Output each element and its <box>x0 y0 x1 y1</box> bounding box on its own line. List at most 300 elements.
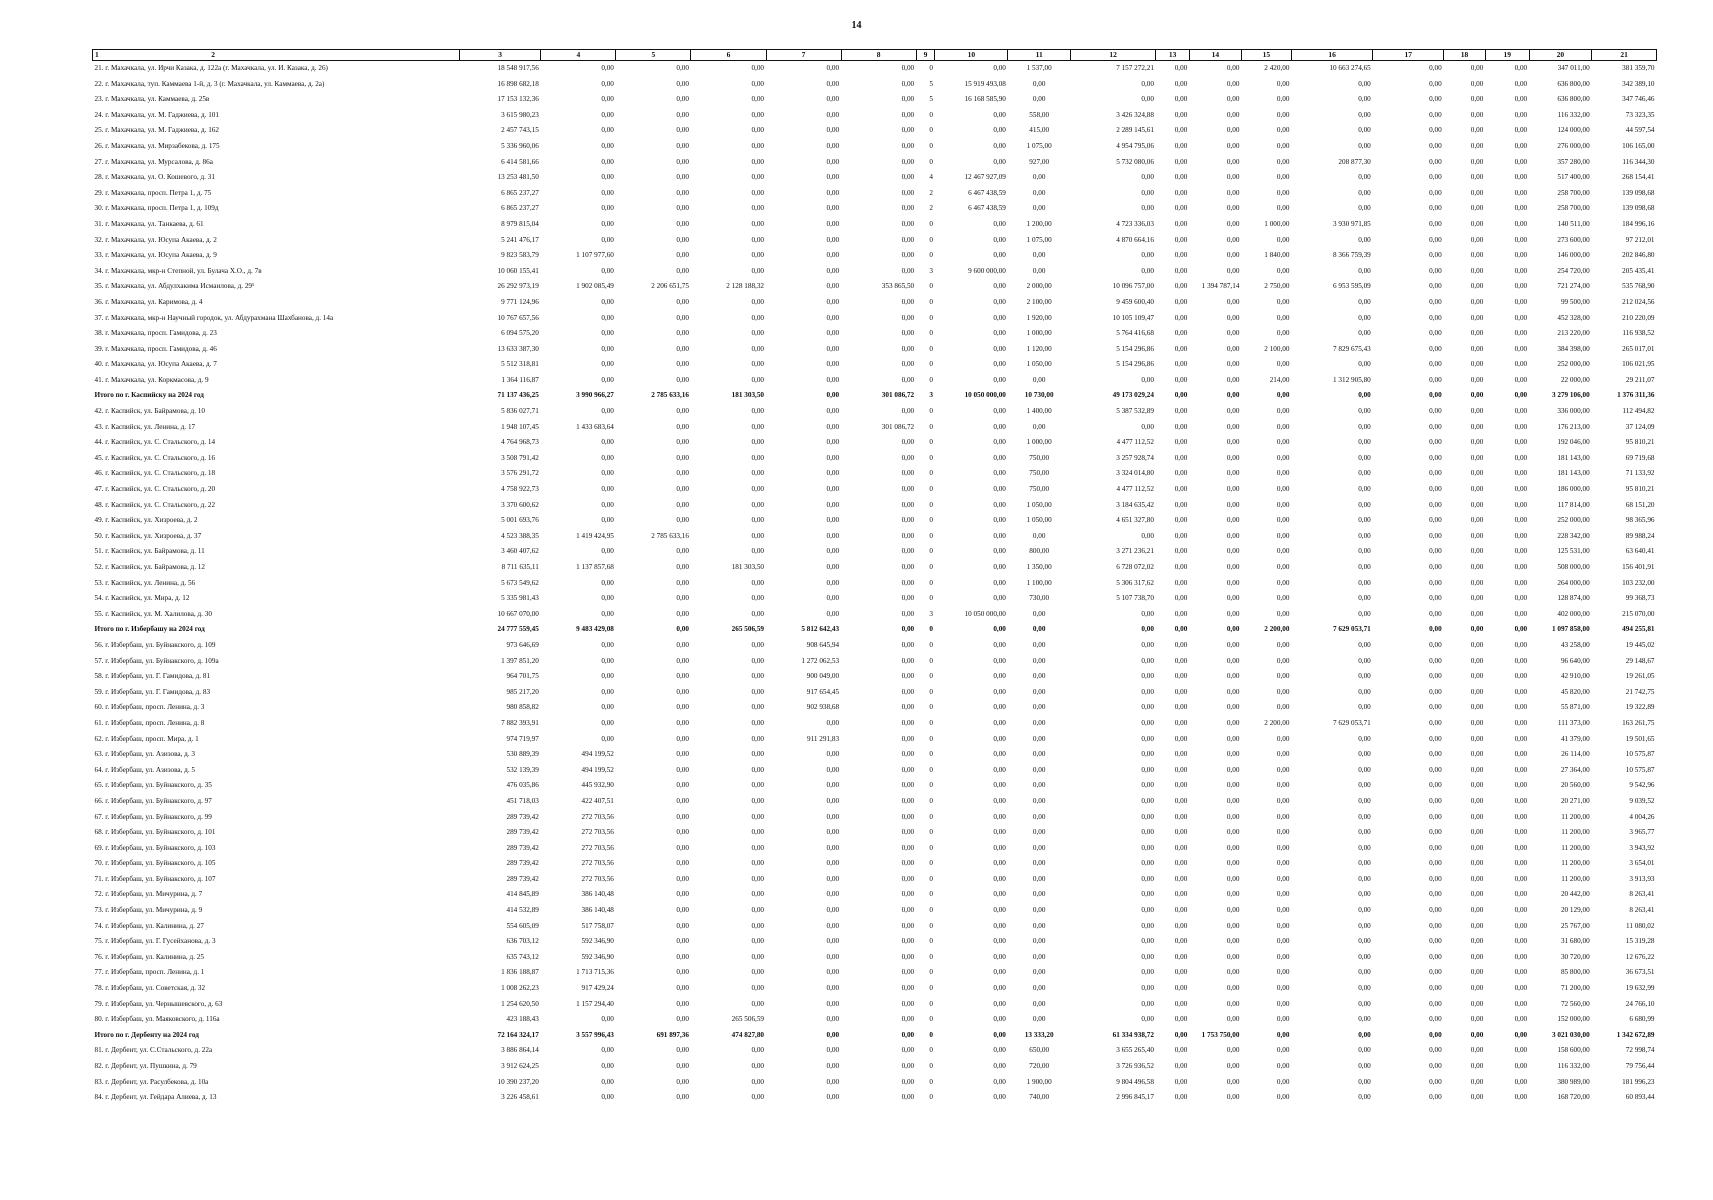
address-cell: 35. г. Махачкала, ул. Абдулхакима Исмаилова, д. 29¹ <box>94 282 255 291</box>
table-row <box>93 607 1657 623</box>
value-cell-col-11: 0,00 <box>1032 999 1046 1008</box>
table-row <box>93 451 1657 467</box>
value-cell-col-12: 0,00 <box>1141 968 1154 977</box>
value-cell-col-14: 0,00 <box>1226 594 1240 603</box>
value-cell-col-11: 0,00 <box>1032 687 1046 696</box>
value-cell-col-14: 0,00 <box>1226 1015 1240 1024</box>
value-cell-col-13: 0,00 <box>1174 594 1188 603</box>
value-cell-col-20: 71 200,00 <box>1560 984 1590 993</box>
value-cell-col-17: 0,00 <box>1429 313 1442 322</box>
value-cell-col-15: 2 750,00 <box>1264 282 1290 291</box>
value-cell-col-7: 0,00 <box>826 859 840 868</box>
value-cell-col-11: 800,00 <box>1029 547 1050 556</box>
column-number-5: 5 <box>616 50 691 61</box>
value-cell-col-3: 3 370 600,62 <box>501 500 539 509</box>
value-cell-col-17: 0,00 <box>1429 952 1442 961</box>
value-cell-col-11: 0,00 <box>1032 843 1046 852</box>
value-cell-col-3: 10 060 155,41 <box>497 266 539 275</box>
value-cell-col-17: 0,00 <box>1429 1046 1442 1055</box>
value-cell-col-20: 168 720,00 <box>1557 1093 1590 1102</box>
value-cell-col-4: 0,00 <box>601 204 614 213</box>
address-cell: 40. г. Махачкала, ул. Юсупа Акаева, д. 7 <box>94 360 217 369</box>
value-cell-col-7: 5 812 642,43 <box>801 625 840 634</box>
value-cell-col-7: 0,00 <box>826 765 840 774</box>
value-cell-col-17: 0,00 <box>1429 282 1442 291</box>
value-cell-col-20: 125 531,00 <box>1557 547 1590 556</box>
value-cell-col-4: 0,00 <box>601 672 614 681</box>
value-cell-col-18: 0,00 <box>1470 890 1484 899</box>
value-cell-col-20: 140 511,00 <box>1557 219 1590 228</box>
value-cell-col-12: 5 732 080,06 <box>1116 157 1154 166</box>
value-cell-col-15: 0,00 <box>1276 937 1290 946</box>
value-cell-col-9: 2 <box>929 204 933 213</box>
value-cell-col-17: 0,00 <box>1429 765 1442 774</box>
value-cell-col-4: 0,00 <box>601 344 614 353</box>
value-cell-col-17: 0,00 <box>1429 453 1442 462</box>
value-cell-col-14: 0,00 <box>1226 952 1240 961</box>
table-row <box>93 357 1657 373</box>
value-cell-col-11: 415,00 <box>1029 126 1050 135</box>
table-body <box>93 61 1657 1106</box>
value-cell-col-21: 95 810,21 <box>1625 485 1655 494</box>
value-cell-col-11: 1 920,00 <box>1026 313 1052 322</box>
value-cell-col-9: 0 <box>929 407 933 416</box>
value-cell-col-5: 0,00 <box>676 937 689 946</box>
value-cell-col-19: 0,00 <box>1514 812 1528 821</box>
value-cell-col-4: 0,00 <box>601 656 614 665</box>
value-cell-col-20: 181 143,00 <box>1557 453 1590 462</box>
value-cell-col-15: 0,00 <box>1276 859 1290 868</box>
value-cell-col-6: 0,00 <box>751 1062 765 1070</box>
value-cell-col-10: 0,00 <box>993 282 1006 291</box>
value-cell-col-6: 0,00 <box>751 656 765 665</box>
value-cell-col-7: 0,00 <box>826 64 840 72</box>
value-cell-col-7: 0,00 <box>826 141 840 150</box>
value-cell-col-5: 0,00 <box>676 266 689 275</box>
value-cell-col-9: 0 <box>929 126 933 135</box>
value-cell-col-13: 0,00 <box>1174 625 1188 634</box>
value-cell-col-7: 0,00 <box>826 375 840 384</box>
value-cell-col-9: 0 <box>929 594 933 603</box>
value-cell-col-9: 0 <box>929 1046 933 1055</box>
value-cell-col-17: 0,00 <box>1429 1093 1442 1102</box>
value-cell-col-10: 0,00 <box>993 1077 1006 1086</box>
value-cell-col-8: 0,00 <box>901 547 915 556</box>
value-cell-col-16: 0,00 <box>1358 141 1371 150</box>
value-cell-col-9: 0 <box>929 64 933 72</box>
value-cell-col-13: 0,00 <box>1174 485 1188 494</box>
value-cell-col-11: 1 100,00 <box>1026 578 1052 587</box>
value-cell-col-7: 0,00 <box>826 313 840 322</box>
value-cell-col-21: 342 389,10 <box>1622 79 1655 88</box>
value-cell-col-6: 265 506,59 <box>731 1015 765 1024</box>
value-cell-col-5: 0,00 <box>676 828 689 837</box>
table-row <box>93 311 1657 327</box>
value-cell-col-13: 0,00 <box>1174 422 1188 431</box>
value-cell-col-16: 0,00 <box>1358 859 1371 868</box>
value-cell-col-15: 0,00 <box>1276 843 1290 852</box>
value-cell-col-9: 0 <box>929 765 933 774</box>
value-cell-col-14: 0,00 <box>1226 640 1240 649</box>
value-cell-col-16: 0,00 <box>1358 1046 1371 1055</box>
value-cell-col-20: 721 274,00 <box>1557 282 1590 291</box>
value-cell-col-6: 0,00 <box>751 703 765 712</box>
value-cell-col-21: 10 575,87 <box>1625 750 1655 759</box>
value-cell-col-20: 152 000,00 <box>1557 1015 1590 1024</box>
value-cell-col-19: 0,00 <box>1514 344 1528 353</box>
value-cell-col-11: 0,00 <box>1032 251 1046 260</box>
value-cell-col-7: 0,00 <box>826 563 840 571</box>
value-cell-col-9: 0 <box>929 687 933 696</box>
value-cell-col-14: 0,00 <box>1226 500 1240 509</box>
value-cell-col-10: 0,00 <box>993 563 1006 571</box>
value-cell-col-15: 0,00 <box>1276 500 1290 509</box>
value-cell-col-16: 0,00 <box>1358 609 1371 618</box>
value-cell-col-9: 0 <box>929 531 933 540</box>
value-cell-col-6: 0,00 <box>751 906 765 915</box>
address-cell: 36. г. Махачкала, ул. Каримова, д. 4 <box>94 297 203 306</box>
value-cell-col-5: 0,00 <box>676 1046 689 1055</box>
value-cell-col-7: 917 654,45 <box>806 687 840 696</box>
value-cell-col-18: 0,00 <box>1470 625 1484 634</box>
value-cell-col-20: 11 200,00 <box>1561 859 1590 868</box>
value-cell-col-12: 0,00 <box>1141 718 1154 727</box>
value-cell-col-8: 0,00 <box>901 1030 915 1039</box>
address-cell: 67. г. Избербаш, ул. Буйнакского, д. 99 <box>94 812 212 821</box>
value-cell-col-8: 0,00 <box>901 344 915 353</box>
value-cell-col-15: 0,00 <box>1276 828 1290 837</box>
value-cell-col-13: 0,00 <box>1174 266 1188 275</box>
value-cell-col-19: 0,00 <box>1514 173 1528 182</box>
address-cell: 59. г. Избербаш, ул. Г. Гамидова, д. 83 <box>94 687 211 696</box>
value-cell-col-16: 0,00 <box>1358 812 1371 821</box>
value-cell-col-21: 68 151,20 <box>1625 500 1655 509</box>
value-cell-col-18: 0,00 <box>1470 173 1484 182</box>
value-cell-col-8: 0,00 <box>901 750 915 759</box>
value-cell-col-4: 0,00 <box>601 64 614 72</box>
value-cell-col-4: 0,00 <box>601 297 614 306</box>
value-cell-col-13: 0,00 <box>1174 500 1188 509</box>
value-cell-col-12: 0,00 <box>1141 1015 1154 1024</box>
value-cell-col-3: 289 739,42 <box>506 859 539 868</box>
value-cell-col-20: 176 213,00 <box>1557 422 1590 431</box>
value-cell-col-7: 0,00 <box>826 126 840 135</box>
column-number-21: 21 <box>1592 50 1657 61</box>
value-cell-col-8: 0,00 <box>901 563 915 571</box>
column-number-17: 17 <box>1373 50 1444 61</box>
table-row <box>93 435 1657 451</box>
value-cell-col-9: 0 <box>929 812 933 821</box>
value-cell-col-17: 0,00 <box>1429 796 1442 805</box>
value-cell-col-21: 19 632,99 <box>1625 984 1655 993</box>
value-cell-col-11: 1 350,00 <box>1026 563 1052 571</box>
value-cell-col-9: 0 <box>929 921 933 930</box>
value-cell-col-20: 11 200,00 <box>1561 843 1590 852</box>
value-cell-col-3: 532 139,39 <box>506 765 539 774</box>
value-cell-col-19: 0,00 <box>1514 563 1528 571</box>
value-cell-col-17: 0,00 <box>1429 141 1442 150</box>
value-cell-col-20: 124 000,00 <box>1557 126 1590 135</box>
value-cell-col-20: 186 000,00 <box>1557 485 1590 494</box>
value-cell-col-18: 0,00 <box>1470 344 1484 353</box>
address-cell: 56. г. Избербаш, ул. Буйнакского, д. 109 <box>94 640 216 649</box>
value-cell-col-16: 0,00 <box>1358 329 1371 338</box>
value-cell-col-17: 0,00 <box>1429 734 1442 743</box>
address-cell: 80. г. Избербаш, ул. Маяковского, д. 116а <box>94 1015 220 1024</box>
value-cell-col-11: 0,00 <box>1032 765 1046 774</box>
value-cell-col-5: 0,00 <box>676 64 689 72</box>
value-cell-col-15: 0,00 <box>1276 453 1290 462</box>
value-cell-col-14: 0,00 <box>1226 329 1240 338</box>
value-cell-col-14: 0,00 <box>1226 765 1240 774</box>
value-cell-col-5: 0,00 <box>676 1062 689 1070</box>
value-cell-col-7: 0,00 <box>826 391 840 400</box>
value-cell-col-13: 0,00 <box>1174 796 1188 805</box>
value-cell-col-15: 0,00 <box>1276 266 1290 275</box>
value-cell-col-9: 0 <box>929 890 933 899</box>
value-cell-col-10: 0,00 <box>993 516 1006 525</box>
value-cell-col-19: 0,00 <box>1514 360 1528 369</box>
value-cell-col-11: 1 200,00 <box>1026 219 1052 228</box>
value-cell-col-3: 414 532,89 <box>506 906 539 915</box>
value-cell-col-3: 1 254 620,50 <box>501 999 539 1008</box>
value-cell-col-13: 0,00 <box>1174 952 1188 961</box>
value-cell-col-20: 252 000,00 <box>1557 360 1590 369</box>
value-cell-col-7: 0,00 <box>826 718 840 727</box>
address-cell: 69. г. Избербаш, ул. Буйнакского, д. 103 <box>94 843 216 852</box>
value-cell-col-13: 0,00 <box>1174 812 1188 821</box>
value-cell-col-20: 3 279 106,00 <box>1551 391 1590 400</box>
value-cell-col-18: 0,00 <box>1470 110 1484 119</box>
value-cell-col-3: 5 001 693,76 <box>501 516 539 525</box>
value-cell-col-4: 0,00 <box>601 640 614 649</box>
value-cell-col-18: 0,00 <box>1470 126 1484 135</box>
value-cell-col-21: 139 098,68 <box>1622 188 1655 197</box>
value-cell-col-16: 0,00 <box>1358 391 1371 400</box>
value-cell-col-4: 1 107 977,60 <box>576 251 614 260</box>
value-cell-col-16: 0,00 <box>1358 952 1371 961</box>
value-cell-col-9: 0 <box>929 984 933 993</box>
value-cell-col-4: 422 407,51 <box>581 796 614 805</box>
value-cell-col-3: 3 912 624,25 <box>501 1062 539 1070</box>
value-cell-col-4: 9 483 429,08 <box>576 625 614 634</box>
value-cell-col-10: 0,00 <box>993 485 1006 494</box>
value-cell-col-6: 0,00 <box>751 531 765 540</box>
value-cell-col-4: 0,00 <box>601 516 614 525</box>
value-cell-col-8: 0,00 <box>901 313 915 322</box>
value-cell-col-9: 0 <box>929 516 933 525</box>
value-cell-col-16: 0,00 <box>1358 1077 1371 1086</box>
table-row <box>93 763 1657 779</box>
value-cell-col-3: 26 292 973,19 <box>497 282 539 291</box>
value-cell-col-3: 1 397 851,20 <box>501 656 539 665</box>
value-cell-col-16: 0,00 <box>1358 516 1371 525</box>
value-cell-col-4: 3 557 996,43 <box>576 1030 614 1039</box>
value-cell-col-6: 0,00 <box>751 329 765 338</box>
value-cell-col-6: 0,00 <box>751 609 765 618</box>
value-cell-col-8: 0,00 <box>901 204 915 213</box>
address-cell: Итого по г. Избербашу на 2024 год <box>94 625 205 634</box>
value-cell-col-20: 347 011,00 <box>1557 64 1590 72</box>
value-cell-col-14: 0,00 <box>1226 95 1240 104</box>
value-cell-col-16: 0,00 <box>1358 110 1371 119</box>
value-cell-col-5: 0,00 <box>676 687 689 696</box>
value-cell-col-19: 0,00 <box>1514 1093 1528 1102</box>
value-cell-col-8: 0,00 <box>901 266 915 275</box>
address-cell: Итого по г. Каспийску на 2024 год <box>94 391 204 400</box>
value-cell-col-4: 0,00 <box>601 594 614 603</box>
address-cell: 64. г. Избербаш, ул. Азизова, д. 5 <box>94 765 196 774</box>
value-cell-col-8: 0,00 <box>901 329 915 338</box>
table-row <box>93 669 1657 685</box>
address-cell: 75. г. Избербаш, ул. Г. Гусейханова, д. 3 <box>94 937 216 946</box>
address-cell: 60. г. Избербаш, просп. Ленина, д. 3 <box>94 703 205 712</box>
value-cell-col-12: 0,00 <box>1141 672 1154 681</box>
value-cell-col-19: 0,00 <box>1514 251 1528 260</box>
value-cell-col-6: 0,00 <box>751 453 765 462</box>
value-cell-col-9: 0 <box>929 157 933 166</box>
value-cell-col-14: 0,00 <box>1226 313 1240 322</box>
value-cell-col-21: 106 021,95 <box>1622 360 1655 369</box>
value-cell-col-5: 0,00 <box>676 235 689 244</box>
value-cell-col-19: 0,00 <box>1514 750 1528 759</box>
value-cell-col-18: 0,00 <box>1470 516 1484 525</box>
value-cell-col-14: 0,00 <box>1226 984 1240 993</box>
table-row <box>93 841 1657 857</box>
value-cell-col-7: 0,00 <box>826 594 840 603</box>
value-cell-col-9: 0 <box>929 1030 933 1039</box>
value-cell-col-16: 0,00 <box>1358 422 1371 431</box>
table-row <box>93 887 1657 903</box>
value-cell-col-19: 0,00 <box>1514 141 1528 150</box>
value-cell-col-3: 17 153 132,36 <box>497 95 539 104</box>
value-cell-col-12: 0,00 <box>1141 906 1154 915</box>
value-cell-col-9: 0 <box>929 1093 933 1102</box>
value-cell-col-4: 1 713 715,36 <box>576 968 614 977</box>
value-cell-col-13: 0,00 <box>1174 921 1188 930</box>
value-cell-col-13: 0,00 <box>1174 438 1188 447</box>
value-cell-col-14: 0,00 <box>1226 734 1240 743</box>
value-cell-col-10: 0,00 <box>993 407 1006 416</box>
value-cell-col-12: 7 157 272,21 <box>1116 64 1154 72</box>
value-cell-col-14: 0,00 <box>1226 687 1240 696</box>
value-cell-col-10: 0,00 <box>993 640 1006 649</box>
value-cell-col-11: 0,00 <box>1032 968 1046 977</box>
value-cell-col-20: 1 097 858,00 <box>1551 625 1590 634</box>
value-cell-col-8: 0,00 <box>901 360 915 369</box>
value-cell-col-9: 0 <box>929 375 933 384</box>
value-cell-col-6: 0,00 <box>751 968 765 977</box>
value-cell-col-5: 0,00 <box>676 906 689 915</box>
value-cell-col-20: 636 800,00 <box>1557 79 1590 88</box>
value-cell-col-13: 0,00 <box>1174 890 1188 899</box>
address-cell: 44. г. Каспийск, ул. С. Стальского, д. 14 <box>94 438 216 447</box>
value-cell-col-13: 0,00 <box>1174 126 1188 135</box>
value-cell-col-15: 0,00 <box>1276 438 1290 447</box>
value-cell-col-20: 20 271,00 <box>1560 796 1590 805</box>
value-cell-col-13: 0,00 <box>1174 547 1188 556</box>
value-cell-col-3: 71 137 436,25 <box>497 391 539 400</box>
value-cell-col-7: 0,00 <box>826 874 840 883</box>
value-cell-col-18: 0,00 <box>1470 422 1484 431</box>
value-cell-col-6: 0,00 <box>751 251 765 260</box>
value-cell-col-19: 0,00 <box>1514 297 1528 306</box>
address-cell: 43. г. Каспийск, ул. Ленина, д. 17 <box>94 422 196 431</box>
value-cell-col-8: 0,00 <box>901 781 915 790</box>
value-cell-col-10: 0,00 <box>993 718 1006 727</box>
value-cell-col-10: 12 467 927,09 <box>964 173 1006 182</box>
value-cell-col-7: 0,00 <box>826 999 840 1008</box>
value-cell-col-12: 0,00 <box>1141 765 1154 774</box>
value-cell-col-6: 0,00 <box>751 984 765 993</box>
value-cell-col-7: 0,00 <box>826 1046 840 1055</box>
value-cell-col-15: 0,00 <box>1276 329 1290 338</box>
value-cell-col-9: 3 <box>929 609 933 618</box>
value-cell-col-14: 0,00 <box>1226 796 1240 805</box>
value-cell-col-9: 0 <box>929 640 933 649</box>
value-cell-col-4: 0,00 <box>601 141 614 150</box>
value-cell-col-19: 0,00 <box>1514 890 1528 899</box>
value-cell-col-5: 0,00 <box>676 609 689 618</box>
column-number-19: 19 <box>1485 50 1529 61</box>
value-cell-col-17: 0,00 <box>1429 188 1442 197</box>
value-cell-col-14: 0,00 <box>1226 859 1240 868</box>
value-cell-col-17: 0,00 <box>1429 235 1442 244</box>
value-cell-col-21: 3 913,93 <box>1629 874 1655 883</box>
address-cell: 58. г. Избербаш, ул. Г. Гамидова, д. 81 <box>94 672 211 681</box>
value-cell-col-18: 0,00 <box>1470 765 1484 774</box>
value-cell-col-13: 0,00 <box>1174 79 1188 88</box>
value-cell-col-3: 4 523 388,35 <box>501 531 539 540</box>
value-cell-col-5: 0,00 <box>676 625 689 634</box>
value-cell-col-18: 0,00 <box>1470 204 1484 213</box>
table-row <box>93 1059 1657 1075</box>
value-cell-col-4: 0,00 <box>601 219 614 228</box>
value-cell-col-11: 650,00 <box>1029 1046 1050 1055</box>
value-cell-col-3: 1 008 262,23 <box>501 984 539 993</box>
value-cell-col-12: 61 334 938,72 <box>1112 1030 1154 1039</box>
address-cell: 62. г. Избербаш, просп. Мира, д. 1 <box>94 734 199 743</box>
table-row <box>93 685 1657 701</box>
value-cell-col-17: 0,00 <box>1429 781 1442 790</box>
value-cell-col-8: 0,00 <box>901 438 915 447</box>
value-cell-col-9: 3 <box>929 266 933 275</box>
table-row <box>93 794 1657 810</box>
value-cell-col-15: 0,00 <box>1276 297 1290 306</box>
value-cell-col-13: 0,00 <box>1174 219 1188 228</box>
value-cell-col-13: 0,00 <box>1174 157 1188 166</box>
value-cell-col-21: 163 261,75 <box>1622 718 1655 727</box>
value-cell-col-16: 0,00 <box>1358 360 1371 369</box>
value-cell-col-21: 19 322,89 <box>1625 703 1655 712</box>
value-cell-col-6: 0,00 <box>751 843 765 852</box>
value-cell-col-19: 0,00 <box>1514 1046 1528 1055</box>
value-cell-col-19: 0,00 <box>1514 422 1528 431</box>
value-cell-col-14: 0,00 <box>1226 219 1240 228</box>
address-cell: 39. г. Махачкала, просп. Гамидова, д. 46 <box>94 344 217 353</box>
table-row <box>93 295 1657 311</box>
value-cell-col-15: 2 420,00 <box>1264 64 1290 72</box>
value-cell-col-16: 0,00 <box>1358 407 1371 416</box>
table-row <box>93 997 1657 1013</box>
value-cell-col-3: 530 889,39 <box>506 750 539 759</box>
value-cell-col-19: 0,00 <box>1514 204 1528 213</box>
value-cell-col-3: 18 548 917,56 <box>497 64 539 72</box>
value-cell-col-10: 0,00 <box>993 828 1006 837</box>
value-cell-col-20: 55 871,00 <box>1560 703 1590 712</box>
value-cell-col-7: 0,00 <box>826 828 840 837</box>
value-cell-col-6: 0,00 <box>751 640 765 649</box>
